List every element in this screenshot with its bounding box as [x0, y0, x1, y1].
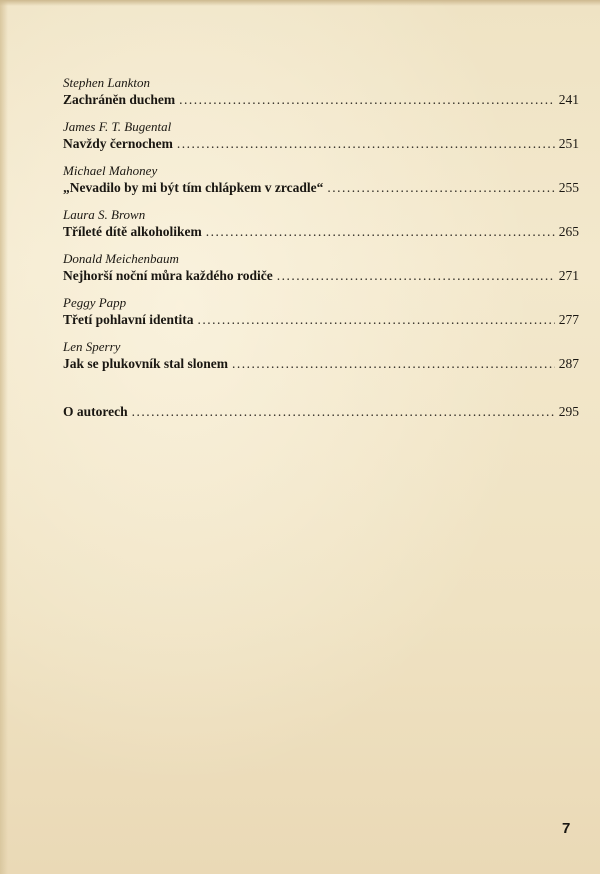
dot-leader [198, 311, 555, 329]
toc-title: Tříleté dítě alkoholikem [63, 224, 202, 239]
toc-title: Navždy černochem [63, 136, 173, 151]
toc-entry [63, 119, 579, 153]
toc-page-number: 287 [558, 356, 579, 371]
toc-page-number: 265 [558, 224, 579, 239]
toc-entry [63, 75, 579, 109]
toc-entry [63, 163, 579, 197]
toc-line [63, 135, 579, 153]
toc-line [63, 223, 579, 241]
dot-leader [327, 179, 554, 197]
toc-page-number: 241 [558, 92, 579, 107]
toc-page-number: 271 [558, 268, 579, 283]
toc-title: „Nevadilo by mi být tím chlápkem v zrcadle“ [63, 180, 324, 195]
toc-line [63, 179, 579, 197]
toc-line [63, 91, 579, 109]
toc-title: O autorech [63, 404, 128, 419]
toc-entry [63, 251, 579, 285]
toc-author: Stephen Lankton [63, 75, 151, 90]
toc-title: Zachráněn duchem [63, 92, 176, 107]
dot-leader [232, 355, 555, 373]
page-number: 7 [562, 820, 571, 837]
page-top-shadow [0, 0, 600, 6]
toc-entry [63, 207, 579, 241]
toc-line [63, 311, 579, 329]
dot-leader [179, 91, 555, 109]
dot-leader [277, 267, 555, 285]
toc-line [63, 403, 579, 421]
toc-author: Michael Mahoney [63, 163, 158, 178]
toc-author: Peggy Papp [63, 295, 127, 310]
toc-line [63, 355, 579, 373]
dot-leader [132, 403, 555, 421]
toc-title: Jak se plukovník stal slonem [63, 356, 229, 371]
toc-entry [63, 339, 579, 373]
page-edge-shadow [0, 0, 8, 874]
dot-leader [206, 223, 555, 241]
toc-entry-about-authors [63, 403, 579, 421]
toc-entry [63, 295, 579, 329]
toc-page-number: 251 [558, 136, 579, 151]
toc-page-number: 295 [558, 404, 579, 419]
toc-author: Laura S. Brown [63, 207, 146, 222]
toc-author: Donald Meichenbaum [63, 251, 179, 266]
toc-author: Len Sperry [63, 339, 121, 354]
toc-page-number: 277 [558, 312, 579, 327]
table-of-contents [63, 75, 579, 431]
toc-line [63, 267, 579, 285]
dot-leader [177, 135, 555, 153]
toc-title: Nejhorší noční můra každého rodiče [63, 268, 273, 283]
section-spacer [63, 383, 579, 403]
toc-title: Třetí pohlavní identita [63, 312, 194, 327]
toc-author: James F. T. Bugental [63, 119, 172, 134]
toc-page-number: 255 [558, 180, 579, 195]
